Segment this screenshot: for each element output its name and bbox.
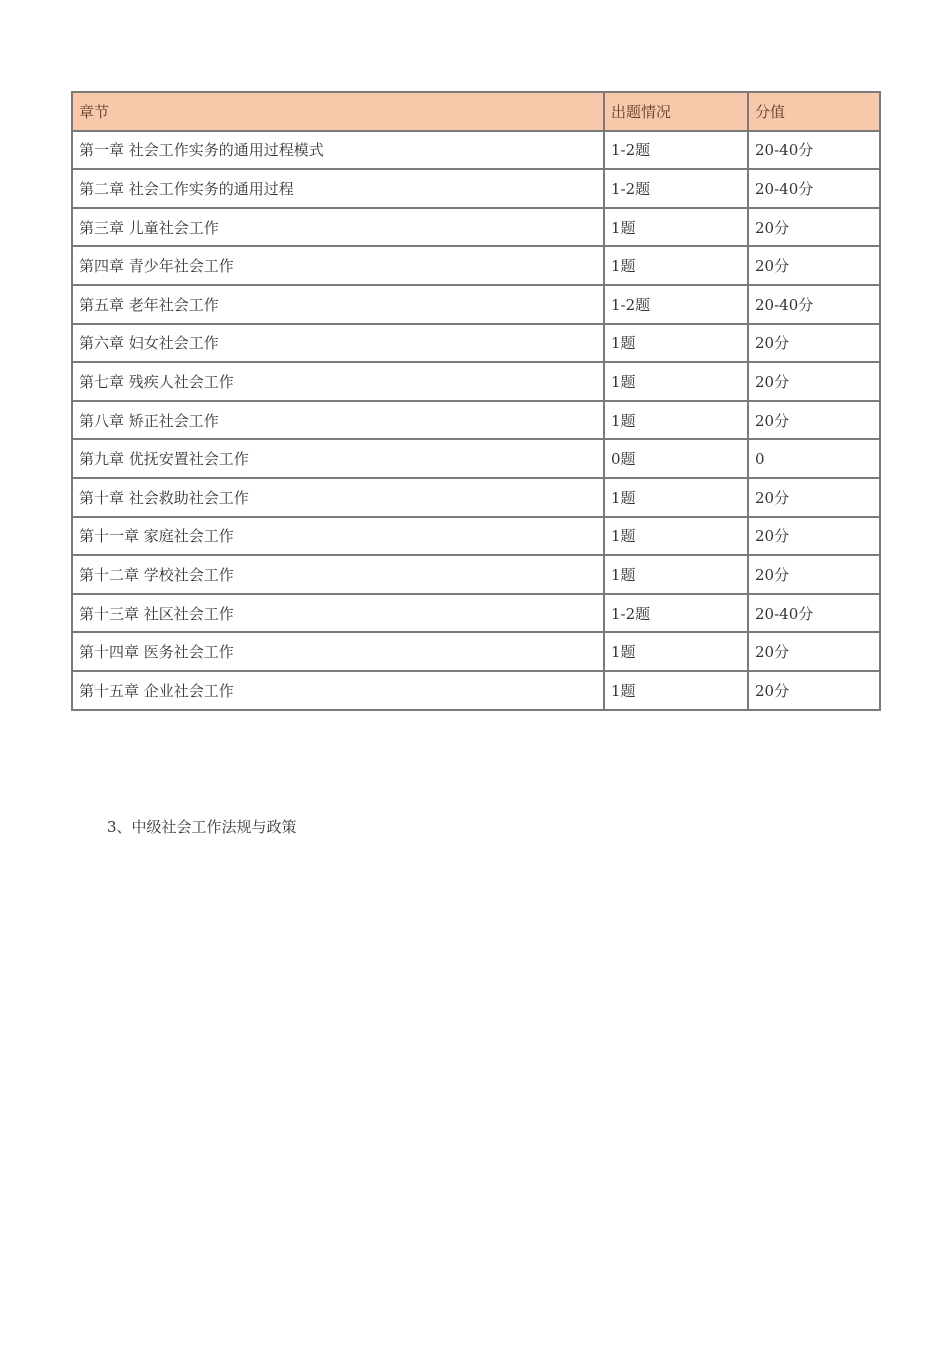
header-chapter: 章节 <box>72 92 604 131</box>
table-header-row <box>72 92 880 131</box>
question-count-cell: 1题 <box>604 517 748 556</box>
chapter-cell: 第七章 残疾人社会工作 <box>72 362 604 401</box>
section-heading: 3、中级社会工作法规与政策 <box>107 818 297 836</box>
table-row <box>72 555 880 594</box>
question-count-cell: 1-2题 <box>604 594 748 633</box>
question-count-cell: 1题 <box>604 401 748 440</box>
question-count-cell: 0题 <box>604 439 748 478</box>
table-row <box>72 439 880 478</box>
score-cell: 20分 <box>748 517 880 556</box>
table-body <box>72 131 880 710</box>
score-cell: 20分 <box>748 401 880 440</box>
question-count-cell: 1-2题 <box>604 131 748 170</box>
chapter-score-table <box>71 91 881 711</box>
chapter-cell: 第十三章 社区社会工作 <box>72 594 604 633</box>
score-cell: 20-40分 <box>748 285 880 324</box>
chapter-cell: 第十二章 学校社会工作 <box>72 555 604 594</box>
chapter-cell: 第一章 社会工作实务的通用过程模式 <box>72 131 604 170</box>
question-count-cell: 1题 <box>604 555 748 594</box>
chapter-cell: 第九章 优抚安置社会工作 <box>72 439 604 478</box>
header-question-count: 出题情况 <box>604 92 748 131</box>
table-row <box>72 401 880 440</box>
header-score: 分值 <box>748 92 880 131</box>
table-row <box>72 246 880 285</box>
score-cell: 20分 <box>748 671 880 710</box>
table-row <box>72 671 880 710</box>
score-cell: 20分 <box>748 362 880 401</box>
score-cell: 20-40分 <box>748 131 880 170</box>
table-row <box>72 478 880 517</box>
score-cell: 20-40分 <box>748 169 880 208</box>
chapter-cell: 第十一章 家庭社会工作 <box>72 517 604 556</box>
table-row <box>72 594 880 633</box>
score-cell: 20分 <box>748 632 880 671</box>
chapter-cell: 第十五章 企业社会工作 <box>72 671 604 710</box>
table-row <box>72 131 880 170</box>
table-row <box>72 208 880 247</box>
chapter-cell: 第六章 妇女社会工作 <box>72 324 604 363</box>
question-count-cell: 1-2题 <box>604 285 748 324</box>
chapter-cell: 第四章 青少年社会工作 <box>72 246 604 285</box>
score-cell: 20分 <box>748 478 880 517</box>
table-row <box>72 517 880 556</box>
chapter-cell: 第八章 矫正社会工作 <box>72 401 604 440</box>
chapter-cell: 第三章 儿童社会工作 <box>72 208 604 247</box>
table-row <box>72 632 880 671</box>
score-cell: 20分 <box>748 208 880 247</box>
table-row <box>72 169 880 208</box>
chapter-cell: 第十章 社会救助社会工作 <box>72 478 604 517</box>
chapter-cell: 第五章 老年社会工作 <box>72 285 604 324</box>
score-cell: 20-40分 <box>748 594 880 633</box>
chapter-cell: 第十四章 医务社会工作 <box>72 632 604 671</box>
question-count-cell: 1-2题 <box>604 169 748 208</box>
score-cell: 20分 <box>748 555 880 594</box>
question-count-cell: 1题 <box>604 362 748 401</box>
table-row <box>72 324 880 363</box>
table-row <box>72 362 880 401</box>
chapter-cell: 第二章 社会工作实务的通用过程 <box>72 169 604 208</box>
question-count-cell: 1题 <box>604 632 748 671</box>
table-row <box>72 285 880 324</box>
question-count-cell: 1题 <box>604 208 748 247</box>
score-cell: 20分 <box>748 324 880 363</box>
question-count-cell: 1题 <box>604 671 748 710</box>
question-count-cell: 1题 <box>604 246 748 285</box>
question-count-cell: 1题 <box>604 478 748 517</box>
score-cell: 0 <box>748 439 880 478</box>
score-cell: 20分 <box>748 246 880 285</box>
question-count-cell: 1题 <box>604 324 748 363</box>
